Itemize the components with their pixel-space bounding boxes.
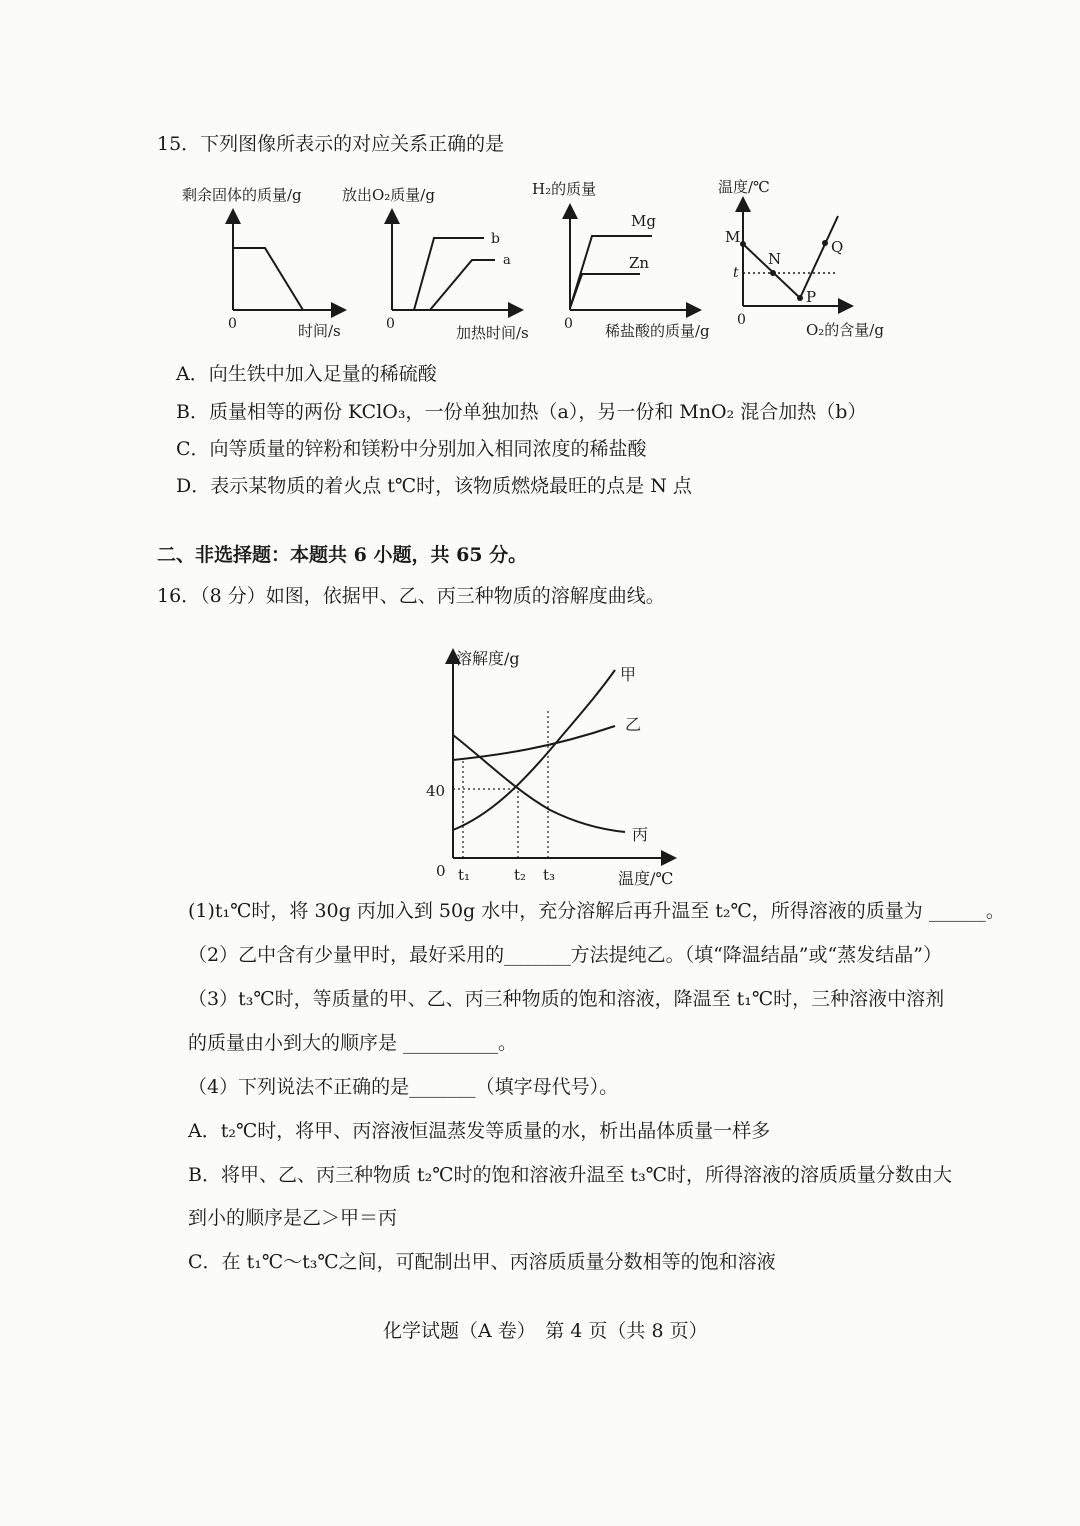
q16-curve-jia (453, 670, 615, 830)
graph3-xlabel: 稀盐酸的质量/g (605, 322, 710, 340)
q16-label-jia: 甲 (620, 665, 637, 684)
page-footer: 化学试题（A 卷） 第 4 页（共 8 页） (383, 1320, 708, 1342)
graph1-origin: 0 (228, 316, 237, 332)
graph1-ylabel: 剩余固体的质量/g (182, 186, 302, 204)
graph4-xlabel: O₂的含量/g (806, 321, 884, 339)
graph3-ylabel: H₂的质量 (532, 180, 597, 198)
graph4-origin: 0 (737, 312, 746, 328)
graph3-origin: 0 (564, 316, 573, 332)
graph4-pt-q: Q (831, 238, 844, 256)
graph2-label-a: a (503, 253, 511, 268)
q16-xlabel: 温度/℃ (618, 869, 674, 888)
graph3-curve-mg (570, 236, 652, 308)
q15-graphs (0, 160, 1080, 380)
q16-option-a: A．t₂℃时，将甲、丙溶液恒温蒸发等质量的水，析出晶体质量一样多 (188, 1120, 771, 1142)
q16-stem: 16．（8 分）如图，依据甲、乙、丙三种物质的溶解度曲线。 (157, 585, 665, 607)
graph2-ylabel: 放出O₂质量/g (342, 186, 435, 204)
graph2-curve-a (430, 260, 495, 310)
q16-origin: 0 (436, 862, 446, 880)
q16-sub2: （2）乙中含有少量甲时，最好采用的_______方法提纯乙。（填“降温结晶”或“蒸发结晶”） (188, 944, 942, 966)
q16-option-b-line2: 到小的顺序是乙＞甲＝丙 (188, 1207, 398, 1229)
graph3-label-zn: Zn (629, 254, 650, 272)
graph2-label-b: b (491, 231, 500, 247)
q16-sub3-line2: 的质量由小到大的顺序是 __________。 (188, 1032, 518, 1054)
graph2-xlabel: 加热时间/s (456, 324, 529, 342)
graph1 (182, 186, 345, 340)
section2-heading: 二、非选择题：本题共 6 小题，共 65 分。 (157, 544, 528, 566)
graph4-pt-n: N (768, 250, 782, 268)
q15-option-c: C．向等质量的锌粉和镁粉中分别加入相同浓度的稀盐酸 (176, 438, 647, 460)
q16-ylabel: 溶解度/g (456, 649, 520, 668)
q16-xtick-t1: t₁ (458, 866, 471, 884)
graph4-curve (743, 216, 838, 298)
graph2-origin: 0 (386, 316, 395, 332)
q16-sub1: (1)t₁℃时，将 30g 丙加入到 50g 水中，充分溶解后再升温至 t₂℃，所得溶液的质量为 ______。 (188, 900, 1005, 922)
q16-sub4: （4）下列说法不正确的是_______（填字母代号）。 (188, 1076, 619, 1098)
graph3-label-mg: Mg (631, 212, 656, 230)
q16-label-bing: 丙 (632, 825, 649, 844)
q15-option-b: B．质量相等的两份 KClO₃，一份单独加热（a），另一份和 MnO₂ 混合加热（b） (176, 401, 867, 423)
q16-chart (410, 640, 710, 890)
q16-option-b-line1: B．将甲、乙、丙三种物质 t₂℃时的饱和溶液升温至 t₃℃时，所得溶液的溶质质量分数由大 (188, 1164, 953, 1186)
q15-option-a: A．向生铁中加入足量的稀硫酸 (176, 363, 437, 385)
q15-option-d: D．表示某物质的着火点 t℃时，该物质燃烧最旺的点是 N 点 (176, 475, 692, 497)
graph2 (342, 186, 529, 342)
q16-option-c: C．在 t₁℃～t₃℃之间，可配制出甲、丙溶质质量分数相等的饱和溶液 (188, 1251, 776, 1273)
q16-label-yi: 乙 (625, 715, 642, 734)
graph4-pt-m: M (725, 228, 741, 246)
graph4-ylabel: 温度/℃ (718, 178, 770, 196)
graph3-curve-zn (570, 274, 640, 308)
q16-xtick-t2: t₂ (514, 866, 527, 884)
graph1-xlabel: 时间/s (298, 322, 341, 340)
graph3 (532, 180, 710, 340)
q15-stem: 15．下列图像所表示的对应关系正确的是 (157, 133, 505, 155)
graph1-curve (233, 248, 303, 310)
graph4-pt-p: P (806, 288, 817, 306)
graph2-curve-b (414, 238, 484, 310)
graph4-tick-t: t (733, 265, 739, 281)
graph4 (718, 178, 884, 339)
q16-xtick-t3: t₃ (543, 866, 556, 884)
q16-ytick-40: 40 (426, 782, 446, 800)
q16-sub3-line1: （3）t₃℃时，等质量的甲、乙、丙三种物质的饱和溶液，降温至 t₁℃时，三种溶液中溶剂 (188, 988, 945, 1010)
